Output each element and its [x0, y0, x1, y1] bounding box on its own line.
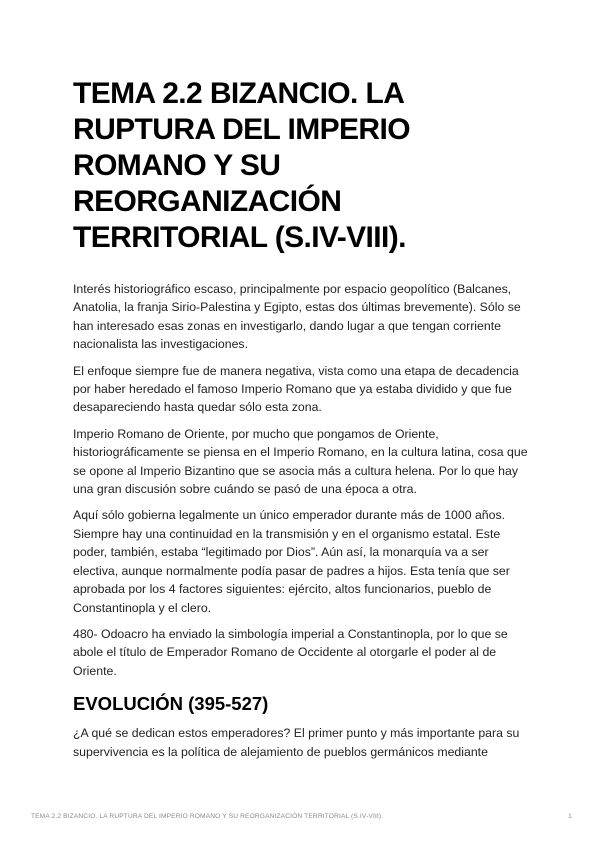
paragraph: ¿A qué se dedican estos emperadores? El primer punto y más importante para su supervivencia es la política de alejamiento de pueblos germánicos mediante: [73, 726, 520, 759]
paragraph: Aquí sólo gobierna legalmente un único emperador durante más de 1000 años. Siempre hay una continuidad en la transmisión y en el organismo estatal. Este poder, también, estaba “legitimado por Dios”. Aún así, la monarquía va a ser electiva, aunque normalmente podía pasar de padres a hijos. Esta tenía que ser aprobada por los 4 factores siguientes: ejército, altos funcionarios, pueblo de Constantinopla y el clero.: [73, 508, 510, 615]
page-footer: [31, 812, 572, 821]
footer-running-title: TEMA 2.2 BIZANCIO. LA RUPTURA DEL IMPERIO ROMANO Y SU REORGANIZACIÓN TERRITORIAL (S.IV-VIII).: [31, 813, 384, 820]
footer-page-number: 1: [568, 813, 572, 820]
document-page: [73, 76, 533, 769]
document-body: [73, 280, 533, 761]
paragraph: Interés historiográfico escaso, principalmente por espacio geopolítico (Balcanes, Anatolia, la franja Sirio-Palestina y Egipto, estas dos últimas brevemente). Sólo se han interesado esas zonas en investigarlo, dando lugar a que tengan corriente nacionalista las investigaciones.: [73, 282, 521, 352]
paragraph: Imperio Romano de Oriente, por mucho que pongamos de Oriente, historiográficamente se piensa en el Imperio Romano, en la cultura latina, cosa que se opone al Imperio Bizantino que se asocia más a cultura helena. Por lo que hay una gran discusión sobre cuándo se pasó de una época a otra.: [73, 426, 528, 497]
paragraph: El enfoque siempre fue de manera negativa, vista como una etapa de decadencia por haber heredado el famoso Imperio Romano que ya estaba dividido y que fue desapareciendo hasta quedar sólo esta zona.: [73, 363, 519, 415]
page-title: TEMA 2.2 BIZANCIO. LA RUPTURA DEL IMPERIO ROMANO Y SU REORGANIZACIÓN TERRITORIAL (S.IV-VIII).: [73, 77, 410, 254]
paragraph: 480- Odoacro ha enviado la simbología imperial a Constantinopla, por lo que se abole el título de Emperador Romano de Occidente al otorgarle el poder al de Oriente.: [73, 626, 508, 678]
section-heading: EVOLUCIÓN (395-527): [73, 693, 269, 715]
